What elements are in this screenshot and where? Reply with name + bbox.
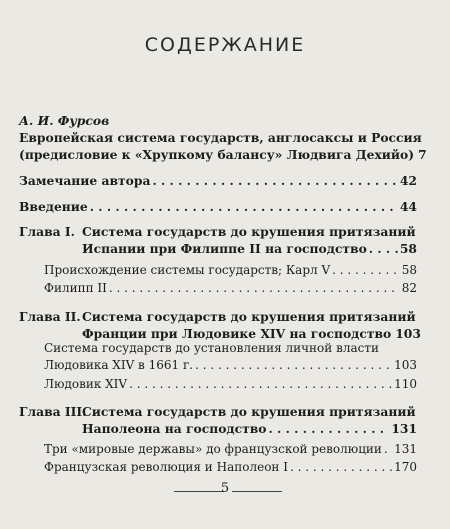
toc-entry-section[interactable] [44,262,417,279]
dot-leader [152,172,397,189]
dot-leader [90,198,398,215]
toc-entry-section[interactable] [44,376,417,393]
chapter-3-heading[interactable] [19,403,417,420]
page-ref: 110 [394,377,417,391]
page-ref: 103 [394,358,417,372]
chapter-1-heading[interactable] [19,223,417,240]
foreword-title-line1: Европейская система государств, англосаксы и Россия [19,130,422,145]
toc-entry-foreword[interactable] [19,146,427,163]
page-footer [0,480,450,500]
dot-leader [129,376,392,393]
chapter-2-heading[interactable] [19,308,417,325]
entry-title: Введение [19,199,88,214]
page-ref: 82 [401,281,417,295]
toc-entry-section[interactable] [44,459,417,476]
chapter-label: Глава III. [19,404,87,419]
page-ref: 58 [399,241,417,256]
foreword-title-line2: (предисловие к «Хрупкому балансу» Людвига Дехийо) [19,147,415,162]
chapter-label: Глава I. [19,224,75,239]
chapter-title-line2: Испании при Филиппе II на господство [82,241,367,256]
dot-leader [290,459,392,476]
page-ref: 131 [391,421,417,436]
chapter-title-line2: Франции при Людовике XIV на господство [82,326,392,341]
section-title-line1[interactable]: Система государств до установления личной власти [44,341,379,355]
page-ref: 103 [395,326,421,341]
foreword-author: А. И. Фурсов [19,113,110,128]
chapter-1-heading-line2[interactable] [82,240,417,257]
entry-title: Замечание автора [19,173,151,188]
page-ref: 42 [399,173,417,188]
dot-leader [332,262,400,279]
chapter-title-line2: Наполеона на господство [82,421,267,436]
page-ref: 131 [394,442,417,456]
section-title: Людовик XIV [44,377,128,391]
section-title: Филипп II [44,281,107,295]
page-number: 5 [220,481,230,496]
footer-rule-right [232,491,282,492]
chapter-title-line1: Система государств до крушения притязаний [82,224,416,239]
dot-leader [369,240,398,257]
section-title: Французская революция и Наполеон I [44,460,288,474]
section-title-line2: Людовика XIV в 1661 г. [44,358,194,372]
dot-leader [268,420,389,437]
dot-leader [384,441,392,458]
page-ref: 58 [401,263,417,277]
toc-entry-section[interactable] [44,441,417,458]
dot-leader [195,357,392,374]
toc-entry-section[interactable] [44,280,417,297]
page-title: СОДЕРЖАНИЕ [144,34,306,56]
dot-leader [109,280,400,297]
toc-entry-section[interactable] [44,357,417,374]
page-ref: 7 [418,147,427,162]
chapter-title-line1: Система государств до крушения притязаний [82,404,416,419]
chapter-3-heading-line2[interactable] [82,420,417,437]
chapter-label: Глава II. [19,309,81,324]
page-ref: 44 [399,199,417,214]
chapter-title-line1: Система государств до крушения притязаний [82,309,416,324]
toc-entry-author-note[interactable] [19,172,417,189]
section-title: Происхождение системы государств; Карл V [44,263,331,277]
toc-entry-introduction[interactable] [19,198,417,215]
page-ref: 170 [394,460,417,474]
section-title: Три «мировые державы» до французской революции [44,442,382,456]
